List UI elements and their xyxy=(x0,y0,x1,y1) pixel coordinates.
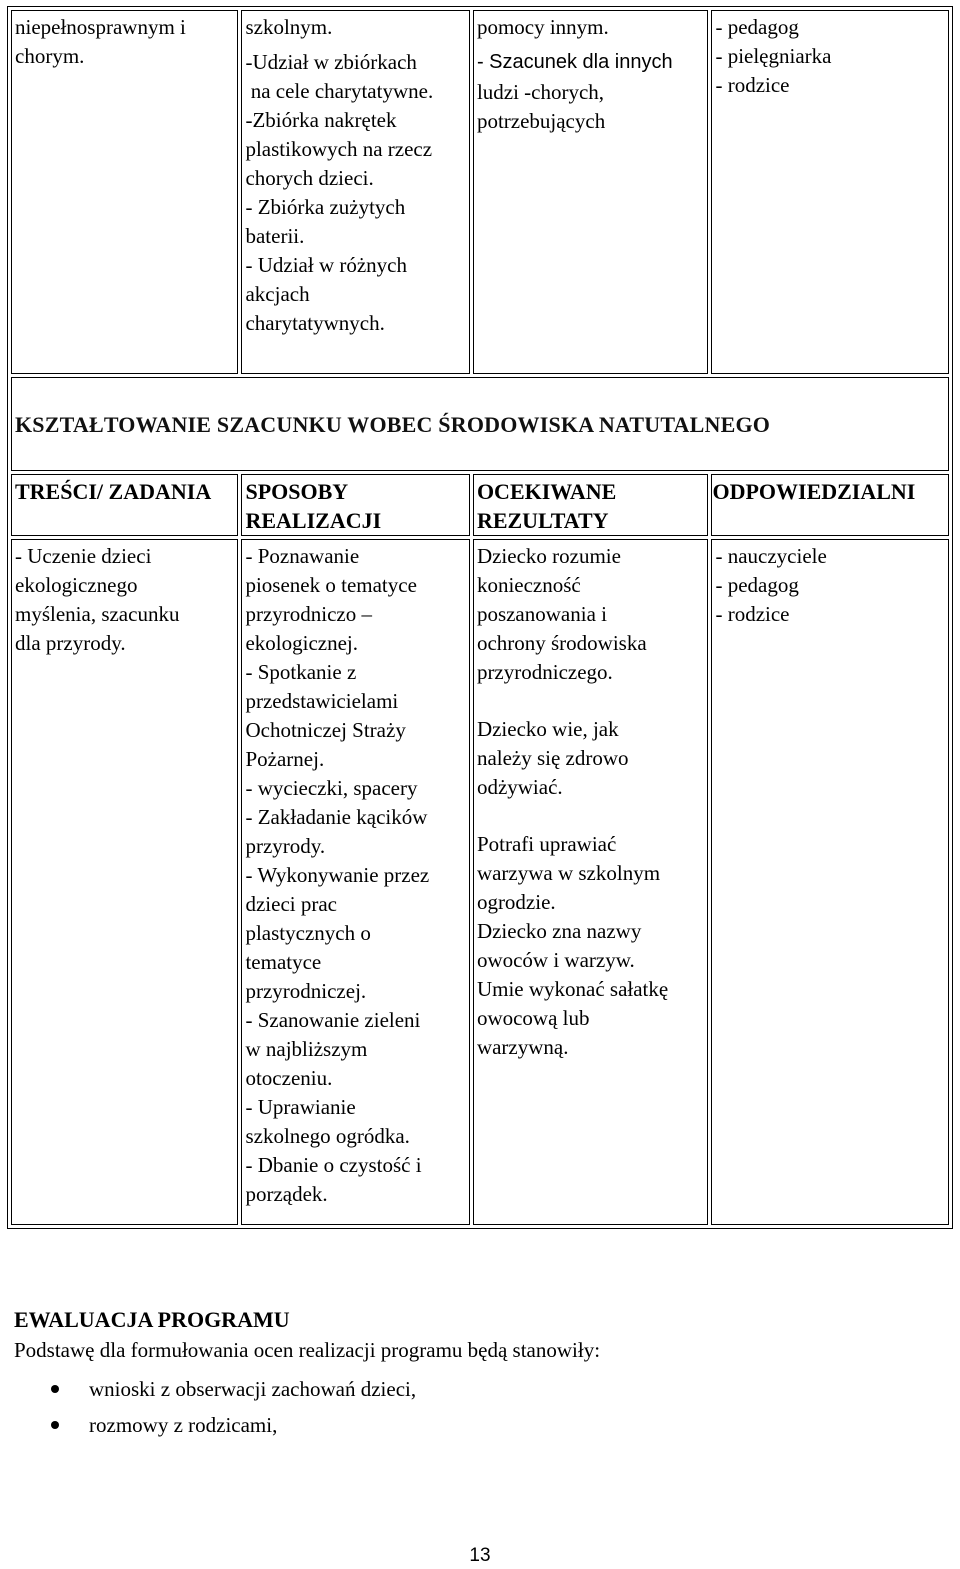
cell-line: otoczeniu. xyxy=(245,1066,333,1090)
cell-line: - Dbanie o czystość i xyxy=(245,1153,422,1177)
header-rezultaty xyxy=(473,474,709,536)
cell-line: ogrodzie. xyxy=(476,890,556,914)
cell-line: - Poznawanie xyxy=(245,544,360,568)
header-line: REZULTATY xyxy=(476,508,609,533)
cell-line: - Szacunek dla innych xyxy=(476,51,673,73)
cell-line: ochrony środowiska xyxy=(476,631,647,655)
cell-line: Dziecko wie, jak xyxy=(476,717,619,741)
cell-line: owocową lub xyxy=(476,1006,590,1030)
top-row-col2-cell xyxy=(241,10,469,374)
cell-line: na cele charytatywne. xyxy=(245,79,434,103)
cell-line: odżywiać. xyxy=(476,775,563,799)
cell-line: dla przyrody. xyxy=(15,631,126,655)
cell-line: - Zbiórka zużytych xyxy=(245,195,406,219)
cell-line: - Spotkanie z xyxy=(245,660,357,684)
header-line: OCEKIWANE xyxy=(476,479,617,504)
cell-line: pomocy innym. xyxy=(476,15,609,39)
cell-line: chorym. xyxy=(15,44,85,68)
cell-line: - wycieczki, spacery xyxy=(245,776,418,800)
content-sposoby-cell xyxy=(241,539,469,1225)
cell-line: potrzebujących xyxy=(476,108,606,133)
header-row xyxy=(11,474,949,536)
header-tresci xyxy=(11,474,238,536)
section-title: KSZTAŁTOWANIE SZACUNKU WOBEC ŚRODOWISKA NATUTALNEGO xyxy=(15,412,771,437)
cell-line: - pedagog xyxy=(715,573,799,597)
cell-line: - rodzice xyxy=(715,602,790,626)
cell-line: - Uczenie dzieci xyxy=(15,544,152,568)
cell-line: - Wykonywanie przez xyxy=(245,863,430,887)
cell-line: charytatywnych. xyxy=(245,311,385,335)
cell-line: przyrodniczej. xyxy=(245,979,367,1003)
evaluation-section xyxy=(14,1305,944,1443)
program-table xyxy=(7,6,953,1229)
cell-line: akcjach xyxy=(245,282,310,306)
cell-line: chorych dzieci. xyxy=(245,166,374,190)
cell-line: - pedagog xyxy=(715,15,799,39)
cell-line: Dziecko rozumie xyxy=(476,544,621,568)
cell-line: Pożarnej. xyxy=(245,747,325,771)
header-sposoby xyxy=(241,474,469,536)
cell-line: owoców i warzyw. xyxy=(476,948,635,972)
cell-line: należy się zdrowo xyxy=(476,746,629,770)
spacer xyxy=(477,802,705,830)
content-row xyxy=(11,539,949,1225)
cell-line: baterii. xyxy=(245,224,305,248)
cell-line: - Udział w różnych xyxy=(245,253,407,277)
list-item xyxy=(14,1371,944,1407)
cell-line: -Zbiórka nakrętek xyxy=(245,108,397,132)
cell-line: szkolnym. xyxy=(245,15,333,39)
cell-line: - Szanowanie zieleni xyxy=(245,1008,421,1032)
top-row-col3-cell xyxy=(473,10,709,374)
cell-line: warzywną. xyxy=(476,1035,569,1059)
content-tresci-cell xyxy=(11,539,238,1225)
cell-line: Potrafi uprawiać xyxy=(476,832,617,856)
top-row xyxy=(11,10,949,374)
header-line: REALIZACJI xyxy=(245,508,382,533)
page-number: 13 xyxy=(469,1545,491,1566)
cell-line: - pielęgniarka xyxy=(715,44,832,68)
evaluation-intro: Podstawę dla formułowania ocen realizacji programu będą stanowiły: xyxy=(14,1338,601,1362)
cell-line: warzywa w szkolnym xyxy=(476,861,661,885)
cell-line: - nauczyciele xyxy=(715,544,827,568)
cell-line: konieczność xyxy=(476,573,581,597)
evaluation-list xyxy=(14,1371,944,1443)
top-row-col1-cell xyxy=(11,10,238,374)
list-item-text: wnioski z obserwacji zachowań dzieci, xyxy=(89,1377,417,1401)
cell-line: Ochotniczej Straży xyxy=(245,718,406,742)
section-row xyxy=(11,377,949,471)
header-odpowiedzialni xyxy=(711,474,949,536)
cell-line: -Udział w zbiórkach xyxy=(245,50,417,74)
cell-line: - Uprawianie xyxy=(245,1095,356,1119)
cell-line: Umie wykonać sałatkę xyxy=(476,977,669,1001)
cell-line: przyrodniczego. xyxy=(476,660,613,684)
cell-line: piosenek o tematyce xyxy=(245,573,417,597)
list-item-text: rozmowy z rodzicami, xyxy=(89,1413,278,1437)
bullet-icon xyxy=(51,1385,59,1393)
cell-line: przedstawicielami xyxy=(245,689,399,713)
cell-line: plastikowych na rzecz xyxy=(245,137,433,161)
cell-line: przyrodniczo – xyxy=(245,602,373,626)
bullet-icon xyxy=(51,1421,59,1429)
content-odpowiedzialni-cell xyxy=(711,539,949,1225)
cell-line: - rodzice xyxy=(715,73,790,97)
cell-line: - Zakładanie kącików xyxy=(245,805,428,829)
header-line: TREŚCI/ ZADANIA xyxy=(15,479,212,504)
header-line: ODPOWIEDZIALNI xyxy=(712,479,916,504)
list-item xyxy=(14,1407,944,1443)
cell-line: poszanowania i xyxy=(476,602,607,626)
cell-line: ekologicznego xyxy=(15,573,138,597)
cell-line: porządek. xyxy=(245,1182,328,1206)
cell-line: ekologicznej. xyxy=(245,631,359,655)
cell-line: w najbliższym xyxy=(245,1037,368,1061)
cell-line: plastycznych o xyxy=(245,921,371,945)
cell-line: ludzi -chorych, xyxy=(476,79,605,104)
cell-line: szkolnego ogródka. xyxy=(245,1124,410,1148)
cell-line: myślenia, szacunku xyxy=(15,602,180,626)
top-row-col4-cell xyxy=(711,10,949,374)
content-rezultaty-cell xyxy=(473,539,709,1225)
cell-line: tematyce xyxy=(245,950,322,974)
section-cell xyxy=(11,377,949,471)
cell-line: przyrody. xyxy=(245,834,326,858)
cell-line: niepełnosprawnym i xyxy=(15,15,186,39)
cell-line: Dziecko zna nazwy xyxy=(476,919,642,943)
header-line: SPOSOBY xyxy=(245,479,349,504)
spacer xyxy=(477,687,705,715)
evaluation-title: EWALUACJA PROGRAMU xyxy=(14,1307,290,1332)
cell-line: dzieci prac xyxy=(245,892,337,916)
